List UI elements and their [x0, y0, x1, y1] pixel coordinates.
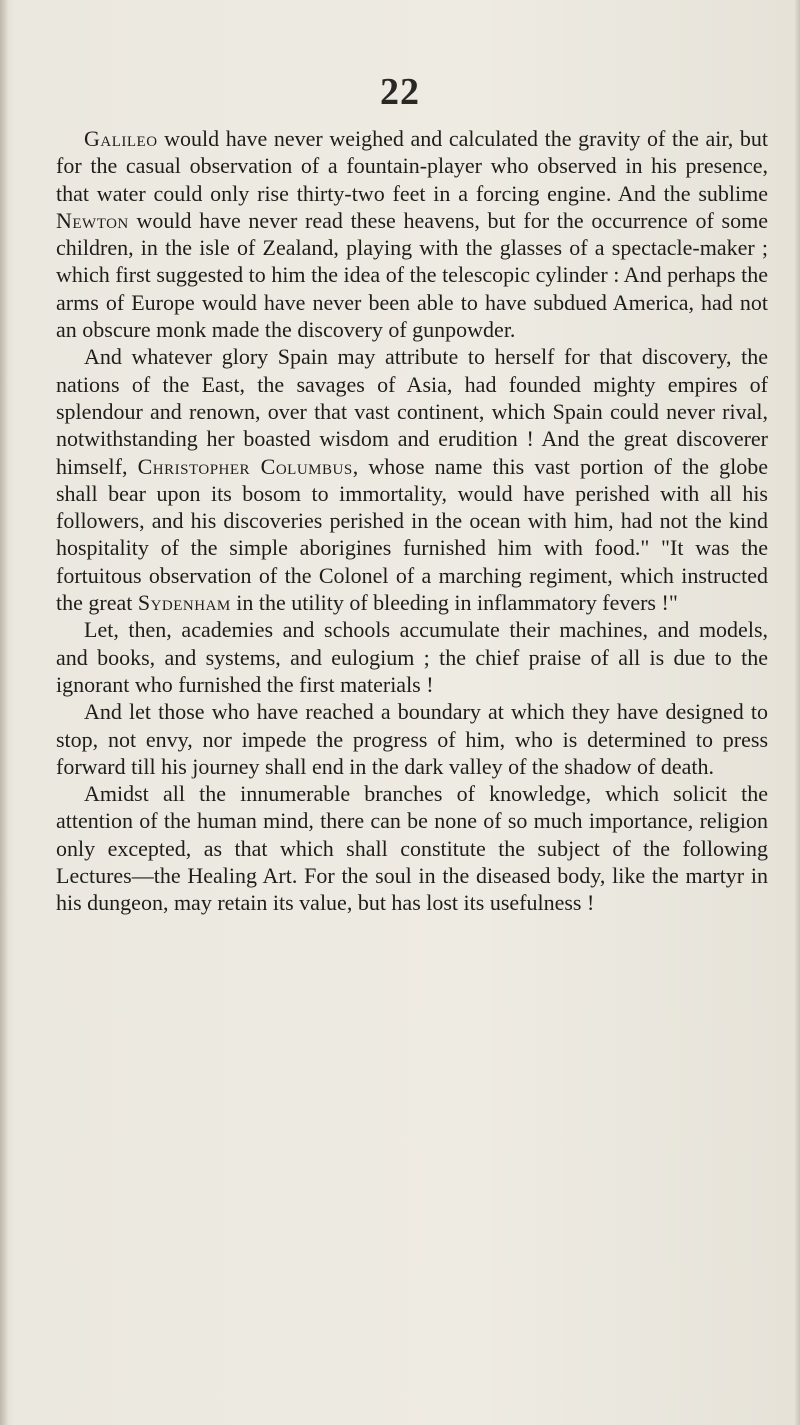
paragraph-1	[56, 125, 768, 343]
paragraph-2	[56, 343, 768, 616]
paragraph-5	[56, 780, 768, 916]
proper-name: Sydenham	[137, 590, 231, 616]
binding-shadow	[0, 0, 8, 1425]
text-run: Let, then, academies and schools accumulate their machines, and models, and books, and systems, and eulogium ; the chief praise of all is due to the ignorant who furnished the first materials !	[56, 617, 768, 697]
text-run: And whatever glory Spain may attribute to herself for that discovery, the nations of the East, the savages of Asia, had founded mighty empires of splendour and renown, over that vast continent, which Spain could never rival, notwithstanding her boasted wisdom and erudition ! And the great discoverer himself,	[56, 344, 768, 479]
text-run: And let those who have reached a boundary at which they have designed to stop, not envy, nor impede the progress of him, who is determined to press forward till his journey shall end in the dark valley of the shadow of death.	[56, 699, 768, 779]
text-run: would have never weighed and calculated the gravity of the air, but for the casual observation of a fountain-player who observed in his presence, that water could only rise thirty-two feet in a forcing engine. And the sublime	[56, 126, 768, 206]
text-run: in the utility of bleeding in inflammatory fevers !"	[230, 590, 678, 616]
paragraph-3	[56, 616, 768, 698]
text-run: , whose name this vast portion of the globe shall bear upon its bosom to immortality, would have perished with all his followers, and his discoveries perished in the ocean with him, had not the kind hospitality of the simple aborigines furnished him with food." "It was the fortuitous observation of the Colonel of a marching regiment, which instructed the great	[56, 453, 768, 616]
body-text	[56, 125, 768, 917]
paragraph-4	[56, 698, 768, 780]
page-number: 22	[380, 71, 420, 113]
proper-name: Christopher Columbus	[137, 453, 353, 479]
text-run: Amidst all the innumerable branches of knowledge, which solicit the attention of the human mind, there can be none of so much importance, religion only excepted, as that which shall constitute the subject of the following Lectures—the Healing Art. For the soul in the diseased body, like the martyr in his dungeon, may retain its value, but has lost its usefulness !	[56, 781, 768, 916]
proper-name: Galileo	[84, 126, 158, 151]
page-edge	[794, 0, 800, 1425]
proper-name: Newton	[56, 207, 129, 233]
text-run: would have never read these heavens, but for the occurrence of some children, in the isle of Zealand, playing with the glasses of a spectacle-maker ; which first suggested to him the idea of the telescopic cylinder : And perhaps the arms of Europe would have never been able to have subdued America, had not an obscure monk made the discovery of gunpowder.	[56, 207, 768, 343]
